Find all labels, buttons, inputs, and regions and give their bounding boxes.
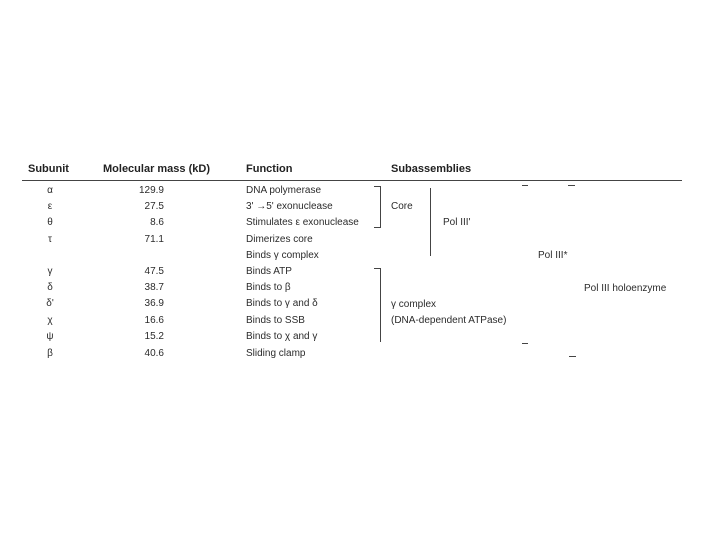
gamma-complex-label: γ complex bbox=[391, 299, 437, 310]
mass-cell: 16.6 bbox=[144, 315, 164, 326]
function-cell: Binds to β bbox=[246, 282, 291, 293]
subunit-cell: ψ bbox=[46, 331, 54, 342]
atpase-label: (DNA-dependent ATPase) bbox=[391, 315, 507, 326]
subunit-cell: τ bbox=[48, 234, 52, 245]
subunit-cell: δ bbox=[47, 282, 53, 293]
subunit-cell: ε bbox=[47, 201, 53, 212]
function-cell: Stimulates ε exonuclease bbox=[246, 217, 359, 228]
pol-iii-star-label: Pol III* bbox=[538, 250, 568, 261]
function-cell: Dimerizes core bbox=[246, 234, 313, 245]
mass-cell: 129.9 bbox=[138, 185, 164, 196]
holoenzyme-bracket-bottom bbox=[569, 356, 576, 357]
subunit-cell: γ bbox=[47, 266, 53, 277]
mass-cell: 71.1 bbox=[144, 234, 164, 245]
function-cell: Binds to SSB bbox=[246, 315, 305, 326]
function-cell: Binds γ complex bbox=[246, 250, 319, 261]
mass-cell: 27.5 bbox=[144, 201, 164, 212]
holoenzyme-bracket-top bbox=[568, 185, 575, 186]
mass-cell: 38.7 bbox=[144, 282, 164, 293]
subunit-cell: δ' bbox=[46, 298, 54, 309]
pol-iii-prime-label: Pol III' bbox=[443, 217, 471, 228]
core-label: Core bbox=[391, 201, 413, 212]
header-subassemblies: Subassemblies bbox=[391, 163, 472, 175]
header-molecular-mass: Molecular mass (kD) bbox=[103, 163, 210, 175]
pol-iii-star-bracket-top bbox=[522, 185, 528, 186]
mass-cell: 40.6 bbox=[144, 348, 164, 359]
subunit-cell: θ bbox=[47, 217, 53, 228]
pol-iii-star-bracket-bottom bbox=[522, 343, 528, 344]
function-cell: Binds to χ and γ bbox=[246, 331, 318, 342]
subunit-cell: β bbox=[47, 348, 53, 359]
subunit-cell: χ bbox=[47, 315, 53, 326]
mass-cell: 15.2 bbox=[144, 331, 164, 342]
subunit-cell: α bbox=[47, 185, 53, 196]
function-cell: Binds to γ and δ bbox=[246, 298, 318, 309]
mass-cell: 8.6 bbox=[150, 217, 164, 228]
pol-iii-prime-bracket bbox=[430, 188, 431, 256]
function-cell: Binds ATP bbox=[246, 266, 292, 277]
header-rule bbox=[22, 180, 682, 181]
header-subunit: Subunit bbox=[28, 163, 69, 175]
holoenzyme-label: Pol III holoenzyme bbox=[584, 283, 667, 294]
function-cell: Sliding clamp bbox=[246, 348, 306, 359]
function-cell: DNA polymerase bbox=[246, 185, 322, 196]
header-function: Function bbox=[246, 163, 293, 175]
mass-cell: 36.9 bbox=[144, 298, 164, 309]
mass-cell: 47.5 bbox=[144, 266, 164, 277]
function-cell: 3' →5' exonuclease bbox=[246, 201, 333, 212]
